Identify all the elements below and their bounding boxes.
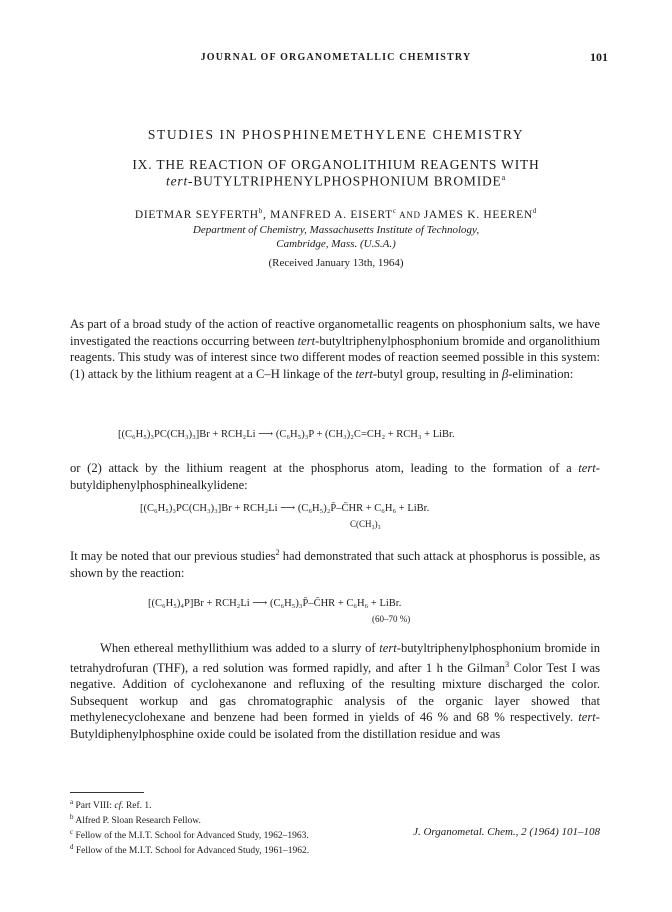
author-mark: d bbox=[532, 207, 538, 215]
paragraph-4 bbox=[70, 640, 600, 742]
title-footnote-mark: a bbox=[501, 173, 506, 182]
equation-2: [(C₆H₅)₃PC(CH₃)₃]Br + RCH₂Li ⟶ (C₆H₅)₂P̄–C̄HR + C₆H₆ + LiBr. bbox=[140, 503, 430, 514]
footnote-item bbox=[70, 842, 470, 857]
text-run: Color Test I was negative. Addition of cyclohexanone and refluxing of the resulting mixture discharged the color. Subsequent workup and gas chromatographic analysis of the organic layer showed that methylenecyclohexane and benzene had been formed in yields of 46 % and 68 % respectively. bbox=[70, 660, 601, 725]
footnote-rule bbox=[70, 792, 144, 793]
footnote-mark: c bbox=[70, 828, 74, 837]
text-run: -elimination: bbox=[508, 366, 574, 381]
author-separator: AND bbox=[396, 209, 424, 220]
text-run: had demonstrated that such attack at phosphorus is possible, as shown by the reaction: bbox=[70, 549, 600, 580]
author-mark: c bbox=[392, 207, 397, 215]
equation-1: [(C₆H₅)₃PC(CH₃)₃]Br + RCH₂Li ⟶ (C₆H₅)₃P + (CH₃)₂C=CH₂ + RCH₃ + LiBr. bbox=[118, 429, 455, 440]
article-title-line-1: IX. THE REACTION OF ORGANOLITHIUM REAGENTS WITH bbox=[132, 157, 540, 172]
italic-run: tert bbox=[355, 366, 373, 381]
author-separator: , bbox=[263, 208, 271, 221]
text-run: or (2) attack by the lithium reagent at the phosphorus atom, leading to the formation of a bbox=[70, 461, 579, 475]
text-run: -Butyldiphenylphosphine oxide could be isolated from the distillation residue and was bbox=[70, 710, 600, 741]
page-number: 101 bbox=[590, 50, 608, 64]
reference-mark: 3 bbox=[505, 659, 510, 669]
italic-run: tert bbox=[379, 641, 397, 655]
italic-run: tert bbox=[578, 710, 596, 725]
affiliation-line-2: Cambridge, Mass. (U.S.A.) bbox=[276, 238, 396, 250]
series-title: STUDIES IN PHOSPHINEMETHYLENE CHEMISTRY bbox=[147, 127, 525, 142]
footnote-text: Fellow of the M.I.T. School for Advanced Study, 1961–1962. bbox=[73, 846, 310, 857]
text-run: As part of a broad study of the action of reactive organometallic reagents on phosphonium salts, we have investigated the reactions occurring between bbox=[70, 317, 600, 348]
author-name: MANFRED A. EISERT bbox=[270, 208, 393, 221]
author-name: JAMES K. HEEREN bbox=[423, 208, 533, 221]
footnote-text: Fellow of the M.I.T. School for Advanced Study, 1962–1963. bbox=[73, 831, 309, 842]
text-run: -butyl group, resulting in bbox=[372, 366, 502, 381]
author-name: DIETMAR SEYFERTH bbox=[134, 208, 259, 221]
equation-3: [(C₆H₅)₄P]Br + RCH₂Li ⟶ (C₆H₅)₃P̄–C̄HR + C₆H₆ + LiBr. bbox=[148, 598, 402, 609]
footnote-mark: d bbox=[70, 843, 74, 852]
paragraph-3 bbox=[70, 545, 600, 581]
author-list bbox=[0, 207, 672, 221]
article-title-line-2 bbox=[0, 173, 672, 190]
footnote-text: Alfred P. Sloan Research Fellow. bbox=[73, 816, 201, 827]
title-rest: -BUTYLTRIPHENYLPHOSPHONIUM BROMIDE bbox=[188, 173, 502, 189]
text-run: -butyldiphenylphosphinealkylidene: bbox=[70, 461, 600, 492]
footnote-text: Ref. 1. bbox=[123, 801, 152, 812]
paragraph-1 bbox=[70, 316, 600, 382]
footnote-item bbox=[70, 797, 470, 812]
italic-run: tert bbox=[297, 333, 316, 348]
affiliation-line-1: Department of Chemistry, Massachusetts Institute of Technology, bbox=[192, 224, 480, 236]
journal-citation: J. Organometal. Chem., 2 (1964) 101–108 bbox=[413, 826, 600, 838]
footnote-italic: cf. bbox=[114, 801, 124, 812]
reference-mark: 2 bbox=[275, 548, 280, 557]
text-run: -butyltriphenylphosphonium bromide and organolithium reagents. This study was of interest since two different modes of reaction seemed possible in this system: (1) attack by the lithium reagent at a C–H linkage of the bbox=[70, 333, 601, 381]
italic-run: β bbox=[501, 366, 509, 381]
paragraph-2 bbox=[70, 460, 600, 493]
journal-running-head: JOURNAL OF ORGANOMETALLIC CHEMISTRY bbox=[200, 52, 472, 63]
text-run: It may be noted that our previous studies bbox=[70, 549, 276, 564]
title-tert: tert bbox=[166, 173, 188, 189]
equation-2-substituent: C(CH₃)₃ bbox=[350, 519, 381, 529]
received-date: (Received January 13th, 1964) bbox=[268, 257, 404, 269]
footnote-mark: b bbox=[70, 813, 74, 822]
author-mark: b bbox=[258, 207, 263, 215]
footnote-text: Part VIII: bbox=[73, 801, 115, 812]
text-run: When ethereal methyllithium was added to a slurry of bbox=[100, 641, 380, 655]
equation-3-yield: (60–70 %) bbox=[372, 614, 411, 624]
italic-run: tert bbox=[578, 461, 596, 475]
text-run: -butyltriphenylphosphonium bromide in tetrahydrofuran (THF), a red solution was formed rapidly, and after 1 h the Gilman bbox=[70, 641, 600, 675]
footnote-mark: a bbox=[70, 798, 74, 806]
